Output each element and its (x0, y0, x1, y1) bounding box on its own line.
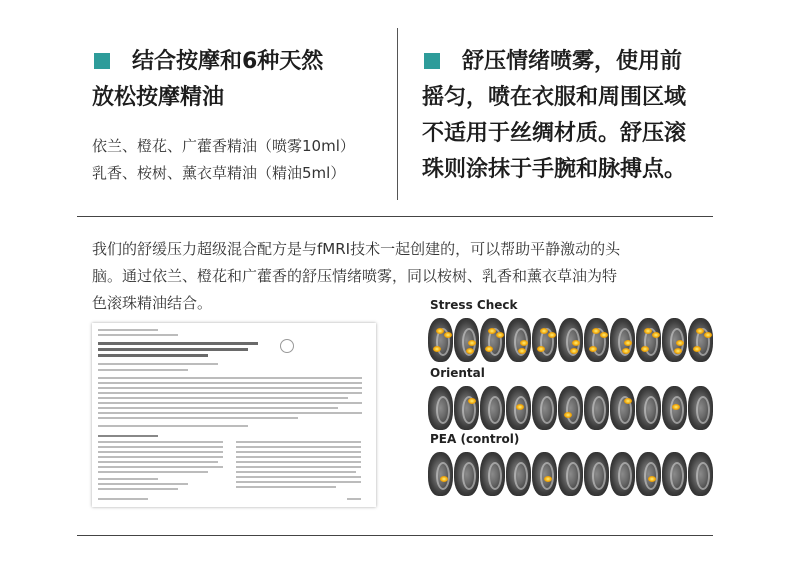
activation-spot (693, 346, 701, 352)
description-line2: 脑。通过依兰、橙花和广藿香的舒压情绪喷雾，同以桉树、乳香和薰衣草油为特 (92, 267, 618, 285)
activation-spot (676, 340, 684, 346)
scan-row-stress-check (428, 318, 713, 364)
activation-spot (624, 340, 632, 346)
activation-spot (622, 348, 630, 354)
activation-spot (433, 346, 441, 352)
activation-spot (466, 348, 474, 354)
brain-slice (428, 318, 453, 362)
brain-slice (558, 386, 583, 430)
brain-slice (532, 386, 557, 430)
brain-slice (636, 452, 661, 496)
brain-slice (480, 452, 505, 496)
activation-spot (564, 412, 572, 418)
brain-slice (688, 452, 713, 496)
activation-spot (444, 332, 452, 338)
activation-spot (624, 398, 632, 404)
brain-slice (636, 318, 661, 362)
brain-slice (454, 452, 479, 496)
left-heading (92, 44, 382, 116)
activation-spot (485, 346, 493, 352)
scan-label-pea-control: PEA (control) (430, 432, 520, 446)
roller-oils: 乳香、桉树、薰衣草精油（精油5ml） (92, 164, 346, 182)
activation-spot (544, 476, 552, 482)
right-heading-line1: 舒压情绪喷雾，使用前 (462, 49, 683, 74)
scan-row-pea-control (428, 452, 713, 498)
brain-slice (688, 318, 713, 362)
brain-slice (662, 386, 687, 430)
scan-label-oriental: Oriental (430, 366, 485, 380)
activation-spot (537, 346, 545, 352)
brain-slice (480, 318, 505, 362)
brain-slice (558, 452, 583, 496)
column-divider (397, 28, 398, 200)
activation-spot (696, 328, 704, 334)
journal-seal-icon (280, 339, 294, 353)
activation-spot (468, 340, 476, 346)
left-heading-line2: 放松按摩精油 (92, 85, 225, 110)
brain-slice (506, 386, 531, 430)
bottom-divider (77, 535, 713, 536)
brain-slice (610, 452, 635, 496)
right-heading-line4: 珠则涂抹于手腕和脉搏点。 (422, 157, 687, 182)
brain-slice (636, 386, 661, 430)
activation-spot (652, 332, 660, 338)
right-heading (422, 44, 762, 188)
brain-slice (584, 386, 609, 430)
description-line1: 我们的舒缓压力超级混合配方是与fMRI技术一起创建的，可以帮助平静激动的头 (92, 240, 621, 258)
activation-spot (589, 346, 597, 352)
brain-slice (688, 386, 713, 430)
top-divider (77, 216, 713, 217)
brain-slice (454, 386, 479, 430)
activation-spot (496, 332, 504, 338)
brain-slice (662, 452, 687, 496)
research-paper-image (92, 323, 376, 507)
brain-slice (584, 318, 609, 362)
brain-slice (532, 318, 557, 362)
activation-spot (672, 404, 680, 410)
activation-spot (592, 328, 600, 334)
left-heading-line1: 结合按摩和6种天然 (132, 49, 324, 74)
description-line3: 色滚珠精油结合。 (92, 294, 213, 312)
activation-spot (644, 328, 652, 334)
activation-spot (488, 328, 496, 334)
right-heading-line2: 摇匀，喷在衣服和周围区域 (422, 85, 687, 110)
activation-spot (548, 332, 556, 338)
activation-spot (572, 340, 580, 346)
activation-spot (518, 348, 526, 354)
activation-spot (468, 398, 476, 404)
brain-slice (428, 386, 453, 430)
brain-slice (480, 386, 505, 430)
activation-spot (704, 332, 712, 338)
scan-label-stress-check: Stress Check (430, 298, 518, 312)
activation-spot (540, 328, 548, 334)
brain-slice (454, 318, 479, 362)
brain-slice (558, 318, 583, 362)
oil-list (92, 133, 355, 187)
brain-slice (662, 318, 687, 362)
brain-slice (506, 318, 531, 362)
brain-slice (506, 452, 531, 496)
brain-slice (584, 452, 609, 496)
activation-spot (516, 404, 524, 410)
activation-spot (641, 346, 649, 352)
brain-slice (610, 386, 635, 430)
right-heading-line3: 不适用于丝绸材质。舒压滚 (422, 121, 687, 146)
spray-oils: 依兰、橙花、广藿香精油（喷雾10ml） (92, 137, 355, 155)
activation-spot (440, 476, 448, 482)
brain-slice (610, 318, 635, 362)
activation-spot (520, 340, 528, 346)
activation-spot (674, 348, 682, 354)
brain-slice (532, 452, 557, 496)
activation-spot (648, 476, 656, 482)
activation-spot (436, 328, 444, 334)
brain-slice (428, 452, 453, 496)
scan-row-oriental (428, 386, 713, 432)
activation-spot (600, 332, 608, 338)
activation-spot (570, 348, 578, 354)
description-paragraph (92, 236, 732, 317)
